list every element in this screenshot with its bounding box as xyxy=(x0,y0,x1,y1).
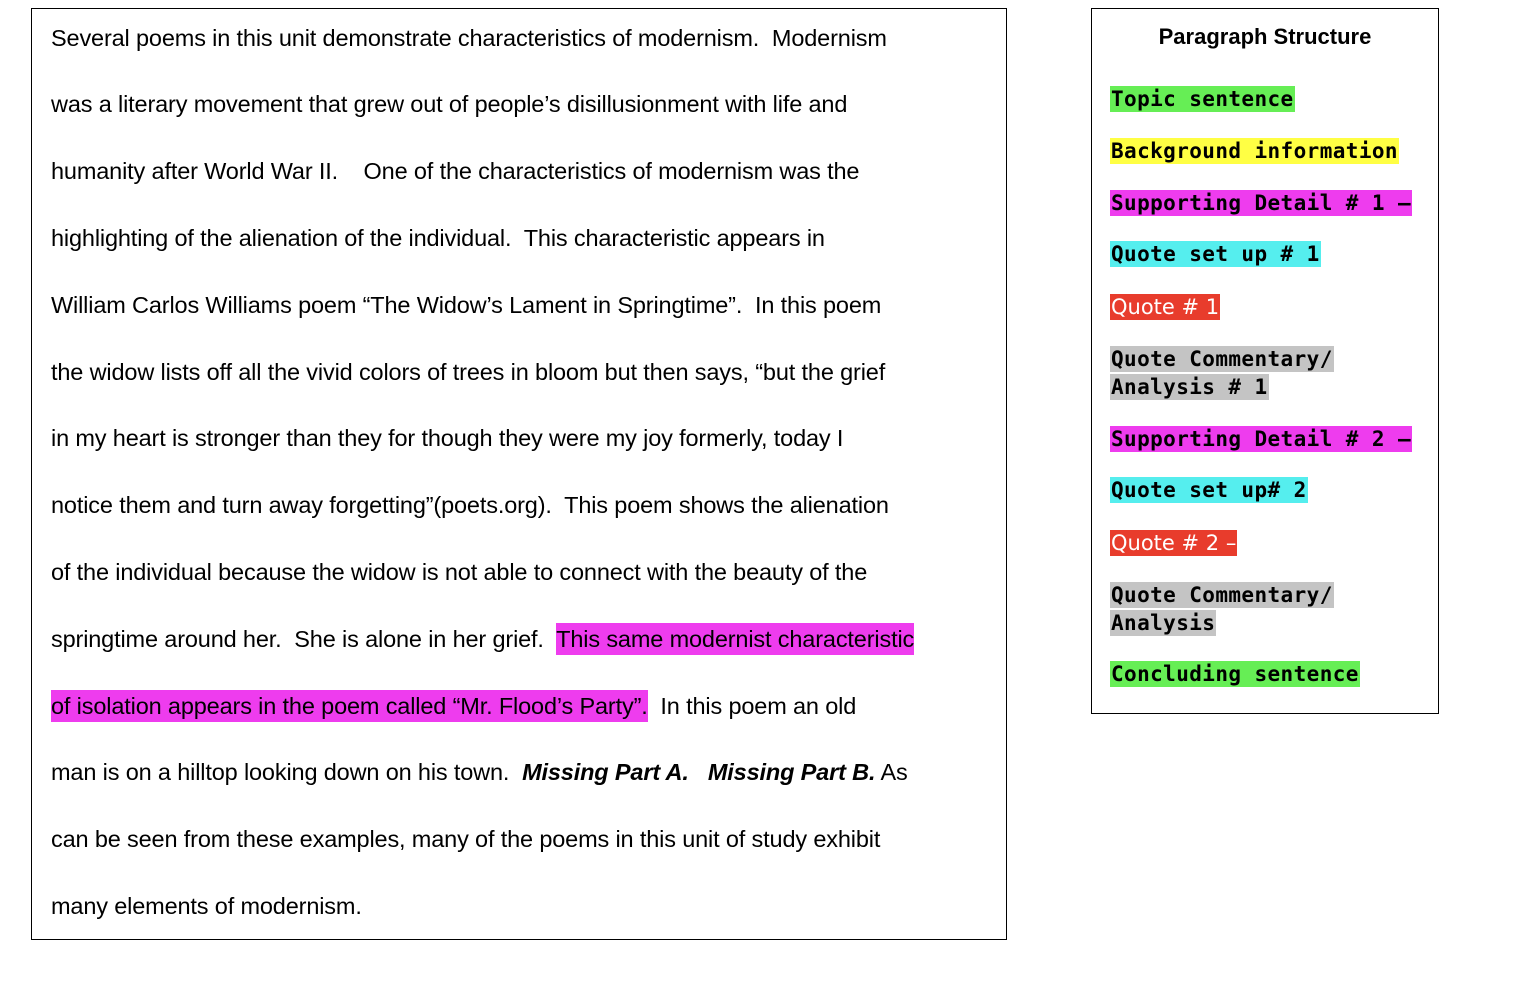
essay-line-4 xyxy=(51,221,825,255)
legend-label: Quote # 1 xyxy=(1111,295,1220,319)
essay-text: humanity after World War II. One of the characteristics of modernism was the xyxy=(51,158,860,184)
essay-text: notice them and turn away forgetting”(poets.org). This poem shows the alienation xyxy=(51,492,889,518)
essay-text: As xyxy=(875,759,908,785)
essay-text: in my heart is stronger than they for though they were my joy formerly, today I xyxy=(51,425,844,451)
essay-text: many elements of modernism. xyxy=(51,893,362,919)
legend-item-background-information xyxy=(1110,137,1399,165)
legend-item-quote-2 xyxy=(1110,529,1237,557)
essay-line-12 xyxy=(51,755,908,789)
legend-label: Supporting Detail # 2 – xyxy=(1111,427,1411,451)
essay-line-1 xyxy=(51,21,887,55)
essay-text: can be seen from these examples, many of the poems in this unit of study exhibit xyxy=(51,826,881,852)
essay-line-7 xyxy=(51,421,843,455)
legend-item-supporting-detail-2 xyxy=(1110,425,1412,453)
essay-paragraph-box xyxy=(31,8,1007,940)
legend-item-quote-1 xyxy=(1110,293,1220,321)
essay-text: was a literary movement that grew out of people’s disillusionment with life and xyxy=(51,91,848,117)
essay-text: springtime around her. She is alone in her grief. xyxy=(51,626,557,652)
essay-text: In this poem an old xyxy=(647,693,857,719)
legend-label: Analysis # 1 xyxy=(1111,375,1268,399)
legend-label: Quote Commentary/ xyxy=(1111,347,1333,371)
legend-item-quote-set-up-2 xyxy=(1110,476,1308,504)
legend-label: Quote set up# 2 xyxy=(1111,478,1307,502)
paragraph-structure-legend xyxy=(1091,8,1439,714)
supporting-detail-2-highlight: of isolation appears in the poem called “Mr. Flood’s Party”. xyxy=(51,690,648,722)
legend-label: Concluding sentence xyxy=(1111,662,1359,686)
supporting-detail-2-highlight: This same modernist characteristic xyxy=(556,623,914,655)
essay-text: of the individual because the widow is not able to connect with the beauty of the xyxy=(51,559,868,585)
legend-label: Background information xyxy=(1111,139,1398,163)
legend-label: Quote Commentary/ xyxy=(1111,583,1333,607)
legend-item-concluding-sentence xyxy=(1110,660,1360,688)
essay-line-9 xyxy=(51,555,867,589)
legend-label: Analysis xyxy=(1111,611,1216,635)
essay-line-13 xyxy=(51,822,880,856)
essay-text: highlighting of the alienation of the individual. This characteristic appears in xyxy=(51,225,825,251)
legend-item-quote-commentary-1 xyxy=(1110,345,1334,401)
essay-text: man is on a hilltop looking down on his town. xyxy=(51,759,523,785)
legend-title: Paragraph Structure xyxy=(1158,24,1372,49)
missing-parts-text: Missing Part A. Missing Part B. xyxy=(522,759,876,785)
essay-line-2 xyxy=(51,87,847,121)
essay-line-6 xyxy=(51,355,885,389)
legend-label: Topic sentence xyxy=(1111,87,1294,111)
essay-text: the widow lists off all the vivid colors of trees in bloom but then says, “but the grief xyxy=(51,359,886,385)
legend-label: Quote # 2 – xyxy=(1111,531,1237,555)
essay-line-14 xyxy=(51,889,362,923)
essay-line-3 xyxy=(51,154,859,188)
legend-item-quote-commentary-2 xyxy=(1110,581,1334,637)
legend-item-supporting-detail-1 xyxy=(1110,189,1412,217)
essay-line-10 xyxy=(51,622,914,656)
legend-label: Supporting Detail # 1 – xyxy=(1111,191,1411,215)
legend-item-quote-set-up-1 xyxy=(1110,240,1321,268)
essay-line-11 xyxy=(51,689,856,723)
legend-label: Quote set up # 1 xyxy=(1111,242,1320,266)
essay-line-5 xyxy=(51,288,881,322)
essay-text: Several poems in this unit demonstrate characteristics of modernism. Modernism xyxy=(51,25,887,51)
essay-text: William Carlos Williams poem “The Widow’s Lament in Springtime”. In this poem xyxy=(51,292,882,318)
essay-line-8 xyxy=(51,488,889,522)
legend-item-topic-sentence xyxy=(1110,85,1295,113)
